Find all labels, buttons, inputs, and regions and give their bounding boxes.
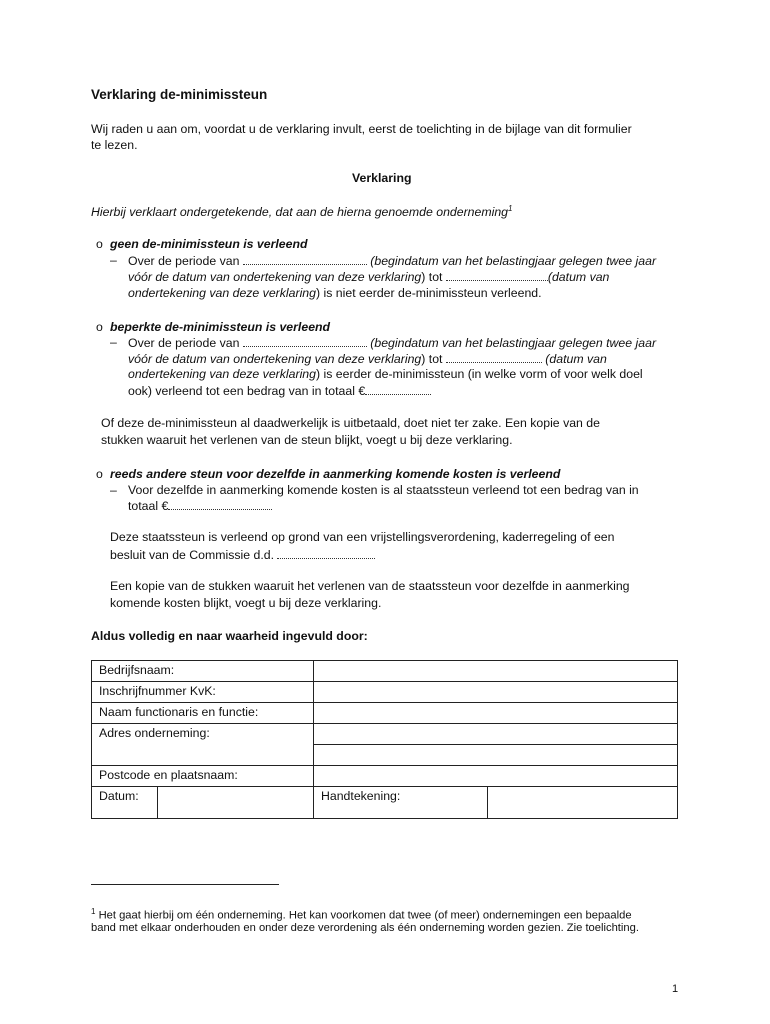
intro-line-1: Wij raden u aan om, voordat u de verklaring invult, eerst de toelichting in de bijlage van dit formulier — [91, 122, 632, 136]
option2-dash: – — [110, 335, 117, 349]
option2-line3 — [128, 367, 643, 381]
kvk-label: Inschrijfnummer KvK: — [92, 682, 314, 703]
company-name-field[interactable] — [314, 661, 678, 682]
option2-l2b: ) tot — [421, 352, 443, 366]
option2-note-line2: stukken waaruit het verlenen van de steun blijkt, voegt u bij deze verklaring. — [101, 433, 513, 447]
option1-l2a: vóór de datum van ondertekening van deze verklaring — [128, 270, 422, 284]
option2-l2c: (datum van — [545, 352, 607, 366]
form-row — [92, 682, 678, 703]
option2-l1b: (begindatum van het belastingjaar gelegen twee jaar — [370, 336, 657, 350]
kvk-field[interactable] — [314, 682, 678, 703]
officer-label: Naam functionaris en functie: — [92, 703, 314, 724]
option1-line2 — [128, 269, 609, 284]
option2-heading: beperkte de-minimissteun is verleend — [110, 320, 331, 334]
option1-l1a: Over de periode van — [128, 254, 240, 268]
statement-text: Hierbij verklaart ondergetekende, dat aan de hierna genoemde onderneming — [91, 205, 509, 220]
form-row — [92, 766, 678, 787]
option3-p1l2: besluit van de Commissie d.d. — [110, 548, 275, 562]
option2-radio[interactable]: o — [96, 320, 103, 334]
option2-amount-field[interactable] — [365, 383, 431, 395]
address-label: Adres onderneming: — [92, 724, 314, 766]
document-title: Verklaring de-minimissteun — [91, 87, 268, 102]
option3-l2: totaal € — [128, 499, 169, 513]
form-row — [92, 661, 678, 682]
option2-line2 — [128, 351, 607, 366]
footnote-line2: band met elkaar onderhouden en onder deze verordening als één onderneming worden gezien. Zie toelichting. — [91, 922, 639, 934]
form-row — [92, 787, 678, 819]
option2-note-line1: Of deze de-minimissteun al daadwerkelijk is uitbetaald, doet niet ter zake. Een kopie van de — [101, 416, 600, 430]
option2-start-date-field[interactable] — [243, 335, 367, 347]
option1-l2c: (datum van — [547, 270, 610, 284]
form-row — [92, 724, 678, 745]
form-row — [92, 703, 678, 724]
option3-paragraph1-line2 — [110, 547, 375, 562]
footnote-ref: 1 — [508, 204, 513, 213]
option2-l3b: ) is eerder de-minimissteun (in welke vorm of voor welk doel — [316, 367, 643, 381]
option3-radio[interactable]: o — [96, 467, 103, 481]
option1-start-date-field[interactable] — [243, 253, 367, 265]
option3-paragraph2-line2: komende kosten blijkt, voegt u bij deze verklaring. — [110, 596, 382, 610]
option3-line1: Voor dezelfde in aanmerking komende kosten is al staatssteun verleend tot een bedrag van in — [128, 483, 639, 497]
date-label: Datum: — [92, 787, 158, 819]
postcode-label: Postcode en plaatsnaam: — [92, 766, 314, 787]
option2-end-date-field[interactable] — [446, 351, 542, 363]
section-heading: Verklaring — [352, 171, 412, 185]
page-number: 1 — [672, 983, 679, 995]
option2-l3a: ondertekening van deze verklaring — [128, 367, 316, 381]
footnote-separator — [91, 884, 279, 885]
option1-line3 — [128, 286, 542, 300]
option2-l1a: Over de periode van — [128, 336, 240, 350]
commission-date-field[interactable] — [277, 547, 375, 559]
footnote-number: 1 — [91, 907, 96, 916]
option1-l1b: (begindatum van het belastingjaar gelegen twee jaar — [370, 254, 657, 268]
address-field-1[interactable] — [314, 724, 678, 745]
statement — [91, 204, 512, 219]
signature-label: Handtekening: — [314, 787, 488, 819]
option3-paragraph1-line1: Deze staatssteun is verleend op grond van een vrijstellingsverordening, kaderregeling of een — [110, 530, 615, 544]
signatory-form — [91, 660, 678, 819]
company-name-label: Bedrijfsnaam: — [92, 661, 314, 682]
option2-line4 — [128, 383, 431, 398]
footnote-text-1: Het gaat hierbij om één onderneming. Het kan voorkomen dat twee (of meer) ondernemingen een bepaalde — [98, 909, 632, 922]
option1-dash: – — [110, 253, 117, 267]
option2-line1 — [128, 335, 656, 350]
option1-line1 — [128, 253, 656, 268]
officer-field[interactable] — [314, 703, 678, 724]
option3-line2 — [128, 498, 272, 513]
option2-l2a: vóór de datum van ondertekening van deze verklaring — [128, 352, 422, 366]
option3-heading: reeds andere steun voor dezelfde in aanmerking komende kosten is verleend — [110, 467, 561, 481]
option1-l3b: ) is niet eerder de-minimissteun verleend. — [316, 286, 542, 300]
option2-l4: ook) verleend tot een bedrag van in totaal € — [128, 384, 366, 398]
option1-end-date-field[interactable] — [446, 269, 548, 281]
closing-statement: Aldus volledig en naar waarheid ingevuld door: — [91, 629, 368, 643]
option3-dash: – — [110, 483, 117, 497]
postcode-field[interactable] — [314, 766, 678, 787]
option1-l3a: ondertekening van deze verklaring — [128, 286, 316, 300]
option1-heading: geen de-minimissteun is verleend — [110, 237, 308, 251]
option1-l2b: ) tot — [421, 270, 443, 284]
intro-line-2: te lezen. — [91, 138, 138, 152]
option1-radio[interactable]: o — [96, 237, 103, 251]
date-field[interactable] — [158, 787, 314, 819]
option3-paragraph2-line1: Een kopie van de stukken waaruit het verlenen van de staatssteun voor dezelfde in aanmerking — [110, 579, 630, 593]
option3-amount-field[interactable] — [168, 498, 272, 510]
address-field-2[interactable] — [314, 745, 678, 766]
footnote-line1 — [91, 907, 632, 922]
signature-field[interactable] — [488, 787, 678, 819]
